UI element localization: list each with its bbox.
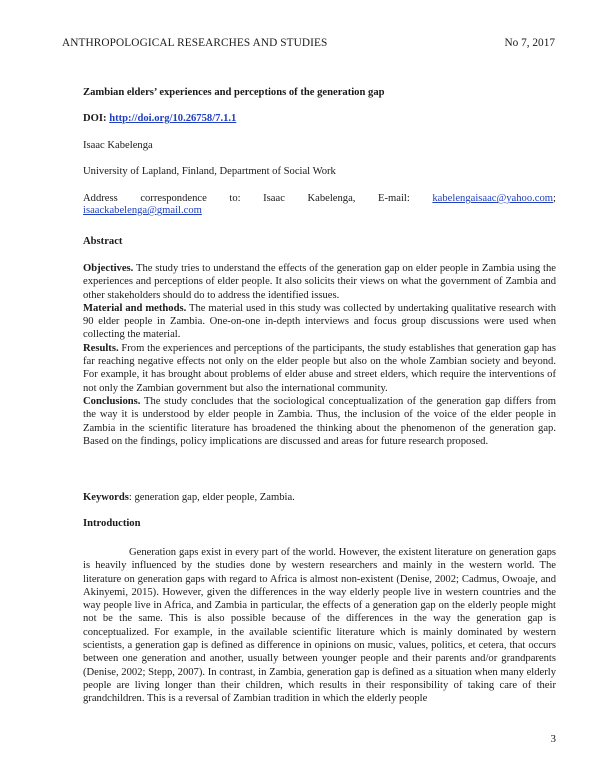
abstract-body: [83, 262, 556, 448]
correspondence-line: [83, 193, 556, 204]
author-name: Isaac Kabelenga: [83, 140, 153, 151]
page-number: 3: [550, 733, 556, 745]
abstract-conclusions: [83, 395, 556, 448]
correspondence-word: Isaac: [263, 193, 285, 204]
email-link-yahoo[interactable]: kabelengaisaac@yahoo.com: [432, 193, 554, 204]
conclusions-text: The study concludes that the sociological conceptualization of the generation gap differs from the way it is understood by elder people in Zambia. Thus, the inclusion of the voice of the elder people in Zambia in the scientific literature has broadened the thinking about the phenomenon of the generation gap. Based on the findings, policy implications are discussed and areas for future research proposed.: [83, 395, 556, 447]
methods-label: Material and methods.: [83, 302, 187, 314]
doi-label: DOI:: [83, 113, 107, 124]
keywords-line: [83, 492, 295, 503]
abstract-results: [83, 342, 556, 395]
correspondence-line-2: [83, 205, 556, 216]
email-group: [432, 193, 556, 204]
email-separator: ;: [553, 193, 556, 204]
article-title: Zambian elders’ experiences and perceptions of the generation gap: [83, 87, 385, 98]
correspondence-word: E-mail:: [378, 193, 410, 204]
correspondence-word: to:: [229, 193, 241, 204]
abstract-objectives: [83, 262, 556, 302]
email-link-gmail[interactable]: isaackabelenga@gmail.com: [83, 205, 202, 216]
introduction-heading: Introduction: [83, 518, 141, 529]
correspondence-word: Address: [83, 193, 118, 204]
results-text: From the experiences and perceptions of the participants, the study establishes that generation gap has far reaching negative effects not only on the elder people but also on the whole Zambian society and beyond. For example, it has brought about problems of elder abuse and street elders, which require the interventions of not only the Zambian government but also the international community.: [83, 342, 556, 394]
doi-link[interactable]: http://doi.org/10.26758/7.1.1: [109, 113, 237, 124]
introduction-paragraph: Generation gaps exist in every part of the world. However, the existent literature on generation gaps is heavily influenced by the studies done by western researchers and mainly in the western world. The literature on generation gaps with regard to Africa is almost non-existent (Denise, 2002; Cadmus, Owoaje, and Akinyemi, 2015). However, given the differences in the way elderly people live in western countries and the way people live in Africa, and Zambia in particular, the effects of a generation gap on the elderly people might not be the same. This is also possible because of the differences in the way the generation gap is conceptualized. For example, in the available scientific literature which is mainly dominated by western scientists, a generation gap is defined as difference in opinions on music, values, politics, et cetera, that occurs between one generation and another, usually between younger people and their parents and/or grandparents (Denise, 2002; Stepp, 2007). In contrast, in Zambia, generation gap is defined as a situation when many elderly people are living longer than their children, which results in their responsibility of taking care of their grandchildren. This is a reversal of Zambian tradition in which the elderly people: [83, 547, 556, 705]
abstract-heading: Abstract: [83, 236, 123, 247]
keywords-text: : generation gap, elder people, Zambia.: [128, 492, 295, 503]
methods-text: The material used in this study was collected by undertaking qualitative research with 90 elder people in Zambia. One-on-one in-depth interviews and focus group discussions were used when collecting the material.: [83, 302, 556, 341]
correspondence-block: [83, 193, 556, 216]
keywords-label: Keywords: [83, 492, 129, 503]
author-affiliation: University of Lapland, Finland, Department of Social Work: [83, 166, 336, 177]
running-header-issue: No 7, 2017: [504, 37, 555, 49]
objectives-text: The study tries to understand the effects of the generation gap on elder people in Zambia using the experiences and perceptions of elder people. It also solicits their views on what the government of Zambia and other stakeholders should do to address the identified issues.: [83, 263, 556, 301]
objectives-label: Objectives.: [83, 263, 134, 274]
running-header-journal: ANTHROPOLOGICAL RESEARCHES AND STUDIES: [62, 37, 328, 49]
correspondence-word: Kabelenga,: [307, 193, 356, 204]
correspondence-word: correspondence: [140, 193, 207, 204]
results-label: Results.: [83, 342, 119, 354]
doi-line: [83, 113, 236, 124]
conclusions-label: Conclusions.: [83, 395, 141, 407]
abstract-methods: [83, 302, 556, 342]
